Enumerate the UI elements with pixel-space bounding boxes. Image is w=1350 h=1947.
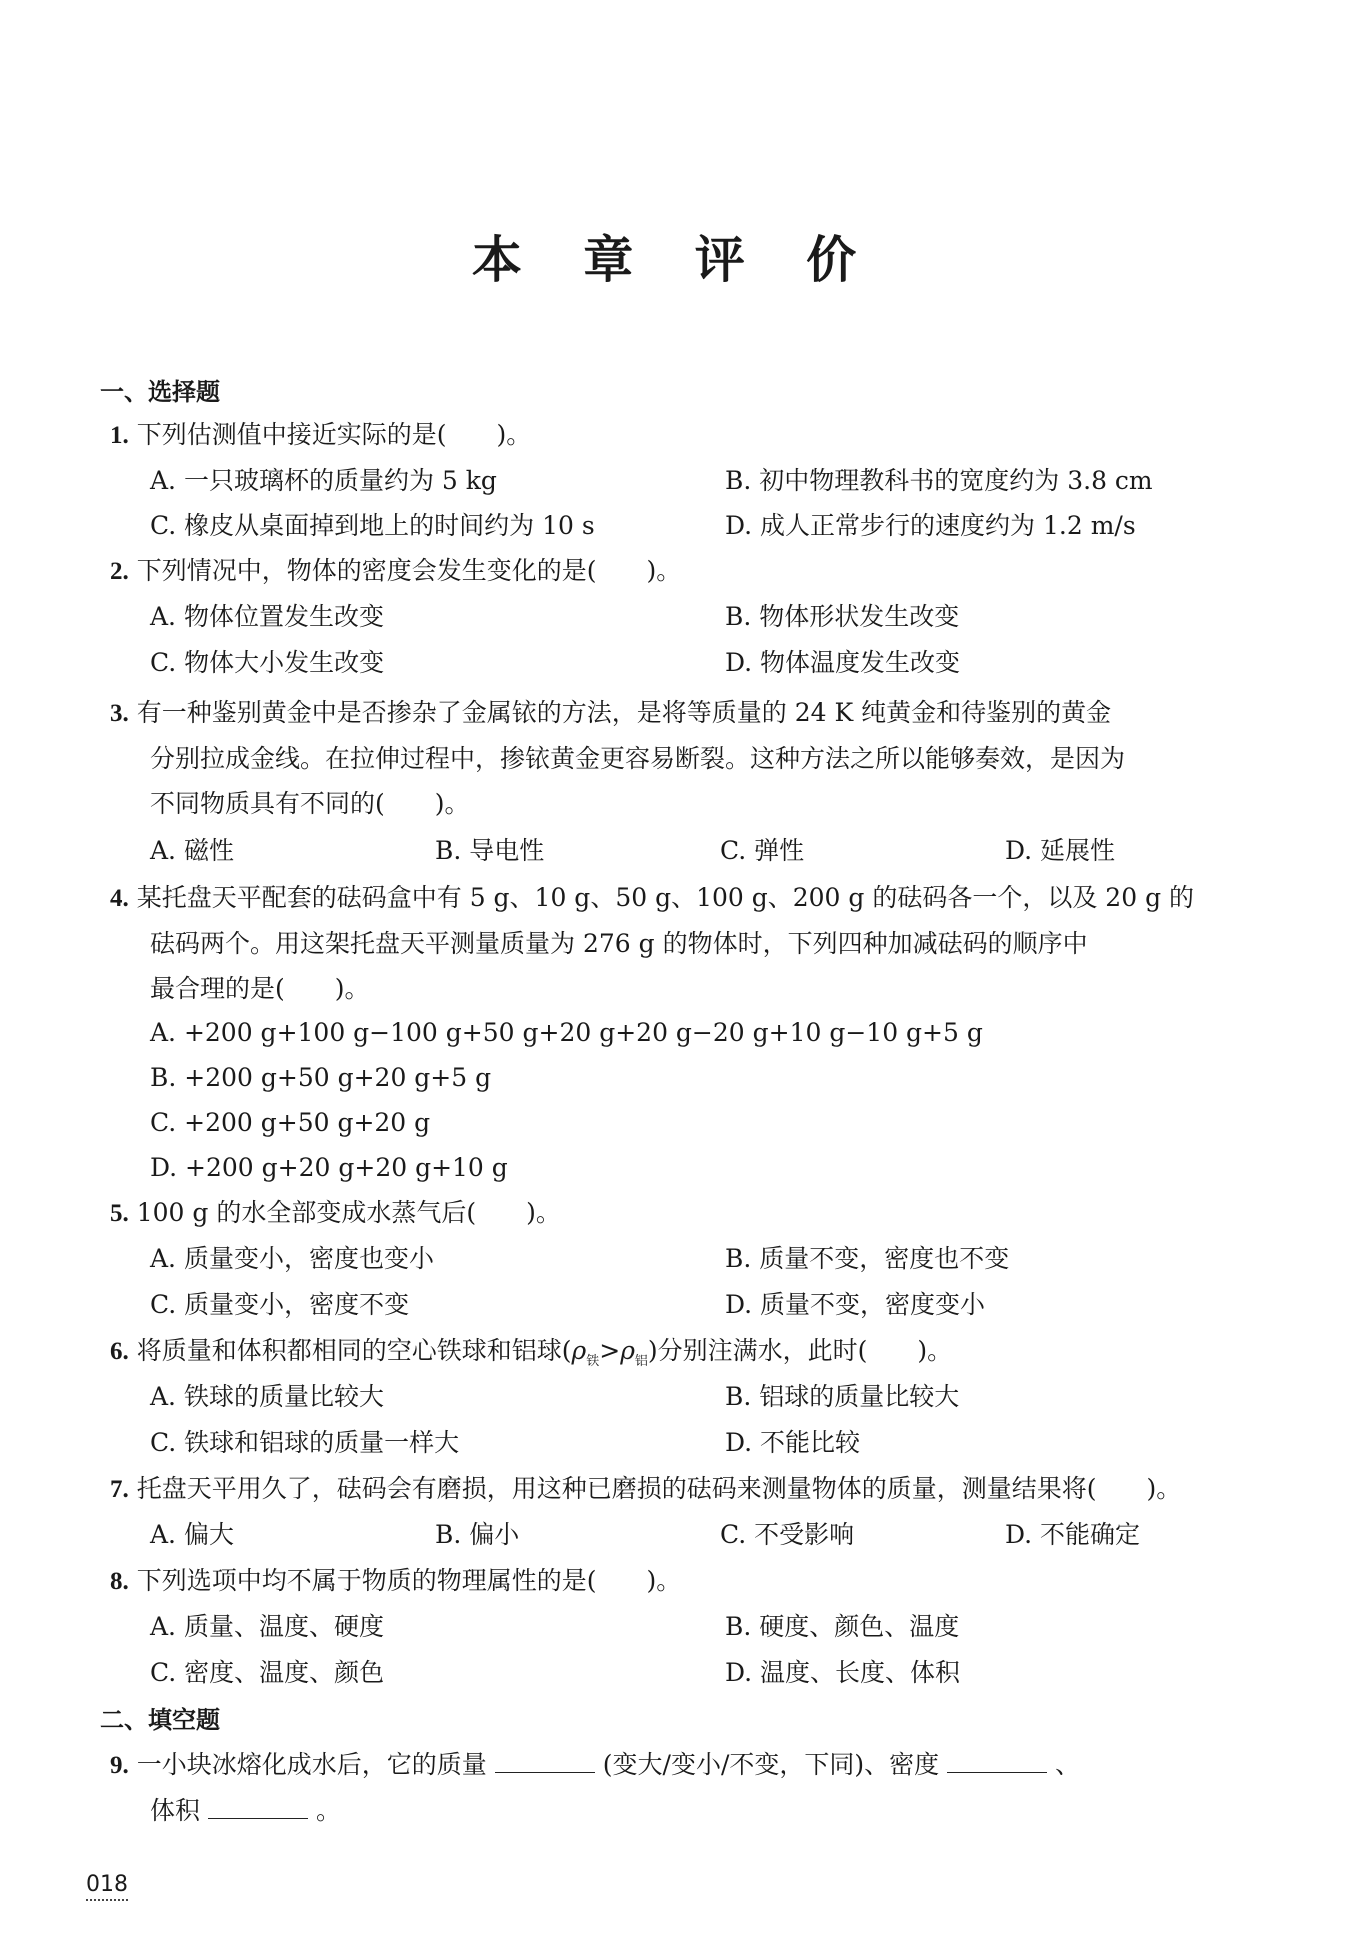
options-row — [150, 1282, 1250, 1327]
question-stem-line: 分别拉成金线。在拉伸过程中，掺铱黄金更容易断裂。这种方法之所以能够奏效，是因为 — [150, 744, 1126, 773]
question-number: 2. — [110, 558, 129, 585]
options-row — [150, 1236, 1250, 1281]
option-d: D. 质量不变，密度变小 — [725, 1290, 986, 1319]
question-4 — [110, 875, 1230, 1011]
question-text: 体积 — [150, 1796, 201, 1825]
option-b: B. +200 g+50 g+20 g+5 g — [150, 1063, 492, 1092]
question-stem-line: 有一种鉴别黄金中是否掺杂了金属铱的方法，是将等质量的 24 K 纯黄金和待鉴别的黄金 — [136, 698, 1112, 727]
option-c: C. 不受影响 — [720, 1520, 855, 1549]
question-number: 9. — [110, 1752, 129, 1779]
rho-symbol: ρ — [620, 1336, 635, 1365]
question-5 — [110, 1190, 1230, 1236]
option-d: D. 成人正常步行的速度约为 1.2 m/s — [725, 511, 1136, 540]
options-row — [150, 1055, 1250, 1100]
question-text: 、 — [1055, 1750, 1081, 1779]
option-a: A. 铁球的质量比较大 — [150, 1382, 384, 1411]
options-row — [150, 1145, 1250, 1190]
question-stem: 下列选项中均不属于物质的物理属性的是( )。 — [136, 1566, 682, 1595]
option-c: C. 橡皮从桌面掉到地上的时间约为 10 s — [150, 511, 595, 540]
option-b: B. 铝球的质量比较大 — [725, 1382, 960, 1411]
question-stem-post: )分别注满水，此时( )。 — [647, 1336, 953, 1365]
question-number: 8. — [110, 1568, 129, 1595]
options-row — [150, 458, 1250, 503]
question-8 — [110, 1558, 1230, 1604]
page-number: 018 — [86, 1872, 128, 1901]
question-1 — [110, 412, 1230, 458]
question-number: 6. — [110, 1338, 129, 1365]
option-d: D. 不能确定 — [1005, 1520, 1141, 1549]
option-c: C. 质量变小，密度不变 — [150, 1290, 410, 1319]
question-9 — [110, 1742, 1230, 1833]
option-a: A. 质量变小，密度也变小 — [150, 1244, 434, 1273]
subscript-aluminum: 铝 — [634, 1354, 648, 1369]
options-row — [150, 1100, 1250, 1145]
question-number: 1. — [110, 422, 129, 449]
question-text: 。 — [316, 1796, 342, 1825]
option-c: C. 铁球和铝球的质量一样大 — [150, 1428, 460, 1457]
option-a: A. 质量、温度、硬度 — [150, 1612, 384, 1641]
options-row — [150, 1010, 1250, 1055]
option-a: A. +200 g+100 g−100 g+50 g+20 g+20 g−20 g+10 g−10 g+5 g — [150, 1018, 983, 1047]
section-fill-heading: 二、填空题 — [100, 1706, 220, 1734]
question-3 — [110, 690, 1230, 826]
question-7 — [110, 1466, 1230, 1512]
option-b: B. 导电性 — [435, 836, 545, 865]
options-row — [150, 1374, 1250, 1419]
page-title: 本 章 评 价 — [471, 231, 879, 289]
question-number: 5. — [110, 1200, 129, 1227]
options-row — [150, 828, 1250, 873]
question-stem-line: 最合理的是( )。 — [150, 974, 370, 1003]
option-a: A. 偏大 — [150, 1520, 234, 1549]
question-stem: 下列情况中，物体的密度会发生变化的是( )。 — [136, 556, 682, 585]
question-stem-line: 砝码两个。用这架托盘天平测量质量为 276 g 的物体时，下列四种加减砝码的顺序中 — [150, 929, 1088, 958]
question-stem-line: 某托盘天平配套的砝码盒中有 5 g、10 g、50 g、100 g、200 g 的砝码各一个，以及 20 g 的 — [136, 883, 1195, 912]
option-b: B. 初中物理教科书的宽度约为 3.8 cm — [725, 466, 1153, 495]
option-c: C. 密度、温度、颜色 — [150, 1658, 385, 1687]
options-row — [150, 1650, 1250, 1695]
options-row — [150, 594, 1250, 639]
greater-than-sign: > — [599, 1336, 621, 1365]
question-number: 4. — [110, 885, 129, 912]
answer-blank-density[interactable] — [947, 1748, 1047, 1773]
option-c: C. +200 g+50 g+20 g — [150, 1108, 431, 1137]
question-number: 7. — [110, 1476, 129, 1503]
question-stem: 100 g 的水全部变成水蒸气后( )。 — [136, 1198, 561, 1227]
option-b: B. 物体形状发生改变 — [725, 602, 960, 631]
option-a: A. 物体位置发生改变 — [150, 602, 384, 631]
option-d: D. 温度、长度、体积 — [725, 1658, 961, 1687]
option-d: D. 延展性 — [1005, 836, 1116, 865]
question-text: 一小块冰熔化成水后，它的质量 — [136, 1750, 487, 1779]
question-2 — [110, 548, 1230, 594]
options-row — [150, 503, 1250, 548]
question-stem: 下列估测值中接近实际的是( )。 — [136, 420, 532, 449]
question-text: (变大/变小/不变，下同)、密度 — [602, 1750, 940, 1779]
subscript-iron: 铁 — [586, 1354, 600, 1369]
options-row — [150, 1512, 1250, 1557]
question-number: 3. — [110, 700, 129, 727]
option-b: B. 质量不变，密度也不变 — [725, 1244, 1010, 1273]
question-stem-pre: 将质量和体积都相同的空心铁球和铝球( — [136, 1336, 572, 1365]
question-stem-line: 不同物质具有不同的( )。 — [150, 789, 470, 818]
option-d: D. +200 g+20 g+20 g+10 g — [150, 1153, 508, 1182]
rho-symbol: ρ — [571, 1336, 587, 1365]
option-d: D. 物体温度发生改变 — [725, 648, 961, 677]
question-stem: 托盘天平用久了，砝码会有磨损，用这种已磨损的砝码来测量物体的质量，测量结果将( )。 — [136, 1474, 1182, 1503]
options-row — [150, 1604, 1250, 1649]
option-b: B. 偏小 — [435, 1520, 520, 1549]
answer-blank-mass[interactable] — [495, 1748, 595, 1773]
option-a: A. 磁性 — [150, 836, 234, 865]
option-a: A. 一只玻璃杯的质量约为 5 kg — [150, 466, 497, 495]
options-row — [150, 640, 1250, 685]
options-row — [150, 1420, 1250, 1465]
option-d: D. 不能比较 — [725, 1428, 861, 1457]
option-c: C. 物体大小发生改变 — [150, 648, 385, 677]
option-c: C. 弹性 — [720, 836, 805, 865]
answer-blank-volume[interactable] — [208, 1794, 308, 1819]
option-b: B. 硬度、颜色、温度 — [725, 1612, 960, 1641]
section-choice-heading: 一、选择题 — [100, 378, 220, 406]
